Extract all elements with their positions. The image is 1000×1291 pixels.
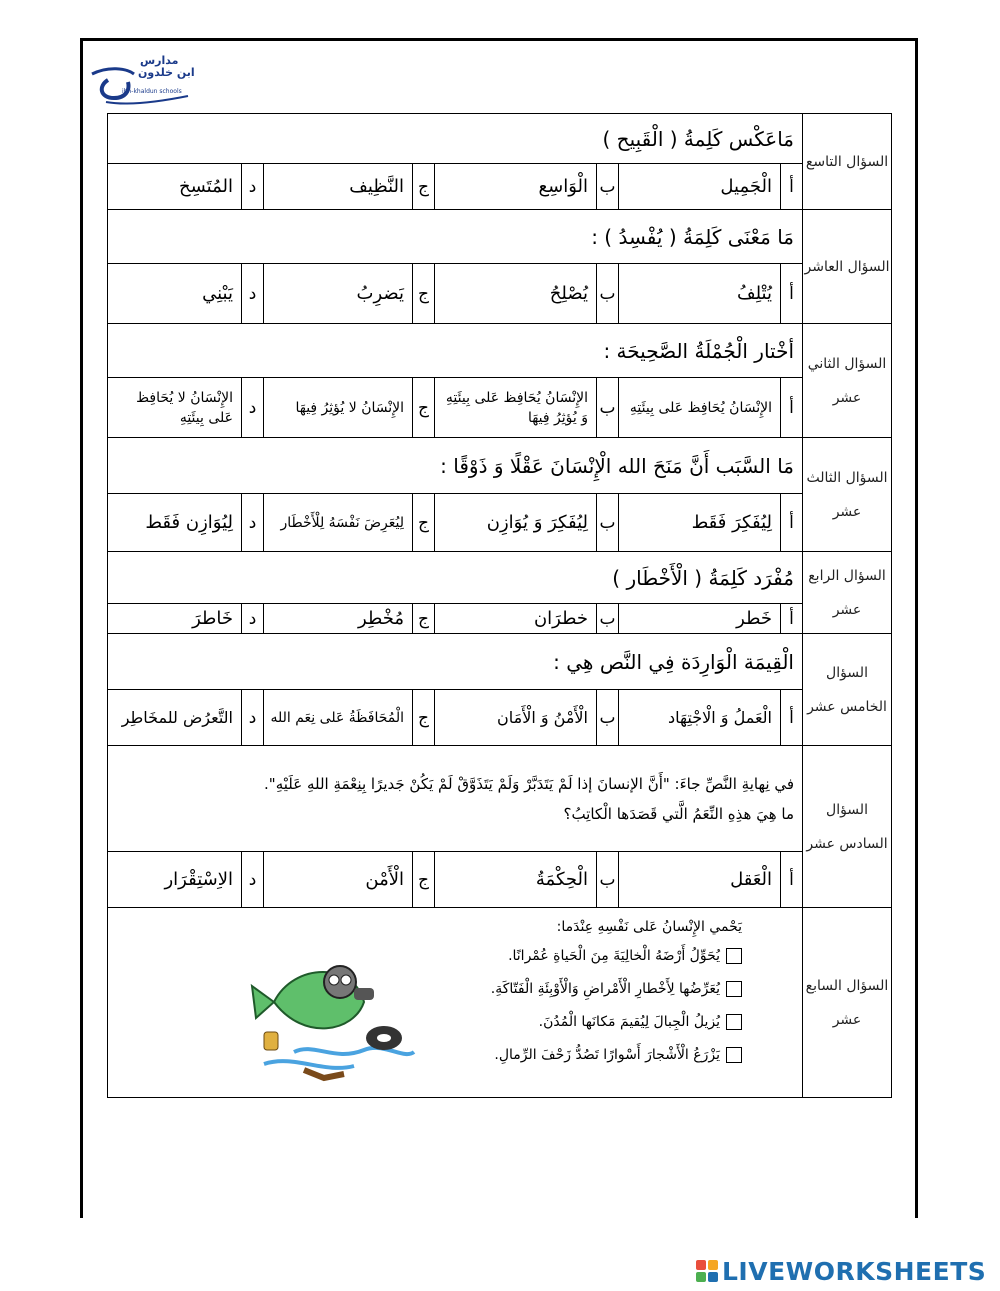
question-17-checklist — [108, 908, 802, 1072]
option-letter: ج — [413, 164, 435, 210]
question-15-text: الْقِيمَة الْوَارِدَة فِي النَّص هِي : — [108, 634, 803, 690]
question-16-label: السؤال السادس عشر — [803, 746, 892, 908]
option-15-d[interactable]: التَّعرُض للمخَاطِر — [108, 690, 242, 746]
question-17-text: يَحْمي الإِنْسانُ عَلى نَفْسِهِ عِنْدَما: — [556, 919, 742, 935]
checklist-item-text: يُعَرِّضُها لِأَخْطارِ الْأَمْراضِ وَالْأَوْبِئَةِ الْفَتّاكَةِ. — [490, 981, 720, 997]
brand-text: LIVEWORKSHEETS — [722, 1257, 987, 1286]
option-14-b[interactable]: خطرَان — [435, 604, 597, 634]
option-14-c[interactable]: مُخْطِر — [264, 604, 413, 634]
option-letter: ج — [413, 494, 435, 552]
question-12-label: السؤال الثاني عشر — [803, 324, 892, 438]
checklist-item-text: يُحَوِّلُ أَرْضَهُ الْخالِيَةَ مِنَ الْحَياةِ عُمْرانًا. — [508, 948, 720, 964]
option-letter: ج — [413, 604, 435, 634]
option-12-c[interactable]: الإِنْسَانُ لا يُؤثِرُ فِيهَا — [264, 378, 413, 438]
option-letter: د — [242, 378, 264, 438]
question-13-text: مَا السَّبَب أَنَّ مَنَحَ الله الْإِنْسَانَ عَقْلًا وَ ذَوْقًا : — [108, 438, 803, 494]
option-9-c[interactable]: النَّظِيف — [264, 164, 413, 210]
question-16-text: في نِهايةِ النَّصِّ جاءَ: "أَنَّ الإنسانَ إذا لَمْ يَتَدَبَّرْ وَلَمْ يَتَذَوَّقْ لَمْ يَكُنْ جَديرًا بِنِعْمَةِ اللهِ عَلَيْهِ". — [264, 774, 794, 793]
option-letter: أ — [781, 164, 803, 210]
option-letter: د — [242, 690, 264, 746]
option-15-b[interactable]: الْأَمْنُ وَ الْأَمَان — [435, 690, 597, 746]
checkbox-icon[interactable] — [726, 1014, 742, 1030]
question-14-label: السؤال الرابع عشر — [803, 552, 892, 634]
option-letter: ج — [413, 378, 435, 438]
logo-line1: مدارس — [140, 54, 179, 67]
option-13-c[interactable]: لِيُعَرِضَ نَفْسَهُ لِلْأَخْطَار — [264, 494, 413, 552]
polluted-fish-illustration-icon — [244, 942, 424, 1092]
option-15-c[interactable]: الْمُحَافَظَةُ عَلى نِعَم الله — [264, 690, 413, 746]
option-letter: ج — [413, 852, 435, 908]
question-13-label: السؤال الثالث عشر — [803, 438, 892, 552]
option-letter: أ — [781, 494, 803, 552]
option-letter: ب — [597, 604, 619, 634]
option-15-a[interactable]: الْعَملُ وَ الْاجْتِهَاد — [619, 690, 781, 746]
option-letter: د — [242, 852, 264, 908]
checkbox-icon[interactable] — [726, 948, 742, 964]
option-letter: د — [242, 164, 264, 210]
option-13-a[interactable]: لِيُفَكِرَ فَقَط — [619, 494, 781, 552]
option-9-d[interactable]: المُتَسِخ — [108, 164, 242, 210]
checklist-item[interactable] — [108, 1006, 742, 1039]
question-17-label: السؤال السابع عشر — [803, 908, 892, 1098]
option-10-b[interactable]: يُصْلِحُ — [435, 264, 597, 324]
option-letter: ب — [597, 494, 619, 552]
option-letter: أ — [781, 852, 803, 908]
checklist-item-text: يُزيلُ الْجِبالَ لِيُقيمَ مَكانَها الْمُدُنَ. — [538, 1014, 720, 1030]
option-letter: ب — [597, 378, 619, 438]
option-10-d[interactable]: يَبْنِي — [108, 264, 242, 324]
option-letter: د — [242, 604, 264, 634]
option-letter: د — [242, 494, 264, 552]
checklist-item[interactable] — [108, 940, 742, 973]
option-letter: ج — [413, 690, 435, 746]
logo-line3: ibn-khaldun schools — [122, 88, 182, 95]
question-12-text: أخْتار الْجُمْلَةُ الصَّحِيحَة : — [108, 324, 803, 378]
checklist-item[interactable] — [108, 973, 742, 1006]
question-9-text: مَاعَكْس كَلِمةُ ( الْقَبِيح ) — [108, 114, 803, 164]
question-16-text2: ما هِيَ هذِهِ النِّعَمُ الَّتي قَصَدَها الْكاتِبُ؟ — [563, 804, 794, 823]
option-letter: أ — [781, 690, 803, 746]
option-12-b[interactable]: الإِنْسَانُ يُحَافِظ عَلى بِيئَتِهِ وَ يُؤثِرُ فِيهَا — [435, 378, 597, 438]
question-14-text: مُفْرَد كَلِمَةُ ( الْأَخْطَار ) — [108, 552, 803, 604]
option-12-a[interactable]: الإِنْسَانُ يُحَافِظ عَلى بِيئَتِهِ — [619, 378, 781, 438]
option-14-d[interactable]: خَاطرَ — [108, 604, 242, 634]
option-letter: أ — [781, 378, 803, 438]
checklist-item[interactable] — [108, 1039, 742, 1072]
checkbox-icon[interactable] — [726, 1047, 742, 1063]
option-16-a[interactable]: الْعَقل — [619, 852, 781, 908]
option-10-c[interactable]: يَضرِبُ — [264, 264, 413, 324]
option-12-d[interactable]: الإِنْسَانُ لا يُحَافِظ عَلى بِيئَتِهِ — [108, 378, 242, 438]
option-letter: ب — [597, 690, 619, 746]
option-16-b[interactable]: الْحِكْمَةُ — [435, 852, 597, 908]
option-9-b[interactable]: الْوَاسِع — [435, 164, 597, 210]
checklist-item-text: يَزْرَعُ الْأَشْجارَ أَسْوارًا تَصُدُّ زَحْفَ الرِّمالِ. — [494, 1047, 720, 1063]
option-16-d[interactable]: الاِسْتِقْرَار — [108, 852, 242, 908]
option-letter: ب — [597, 852, 619, 908]
option-letter: ب — [597, 264, 619, 324]
question-9-label: السؤال التاسع — [803, 114, 892, 210]
option-9-a[interactable]: الْجَمِيل — [619, 164, 781, 210]
liveworksheets-logo[interactable] — [696, 1257, 986, 1286]
option-letter: أ — [781, 264, 803, 324]
option-10-a[interactable]: يُتْلِفُ — [619, 264, 781, 324]
logo-line2: ابن خلدون — [138, 66, 195, 79]
option-16-c[interactable]: الْأَمْن — [264, 852, 413, 908]
question-15-label: السؤال الخامس عشر — [803, 634, 892, 746]
option-13-d[interactable]: لِيُوَازِن فَقَط — [108, 494, 242, 552]
question-10-text: مَا مَعْنَى كَلِمَةُ ( يُفْسِدُ ) : — [108, 210, 803, 264]
option-letter: د — [242, 264, 264, 324]
option-13-b[interactable]: لِيُفَكِرَ وَ يُوَازِن — [435, 494, 597, 552]
option-letter: ج — [413, 264, 435, 324]
question-10-label: السؤال العاشر — [803, 210, 892, 324]
option-letter: أ — [781, 604, 803, 634]
question-17-body — [108, 908, 803, 1098]
option-letter: ب — [597, 164, 619, 210]
question-16-text-block — [108, 746, 803, 852]
checkbox-icon[interactable] — [726, 981, 742, 997]
option-14-a[interactable]: خَطر — [619, 604, 781, 634]
school-logo — [88, 52, 198, 108]
liveworksheets-mark-icon — [696, 1260, 718, 1284]
questions-table — [107, 113, 892, 1098]
